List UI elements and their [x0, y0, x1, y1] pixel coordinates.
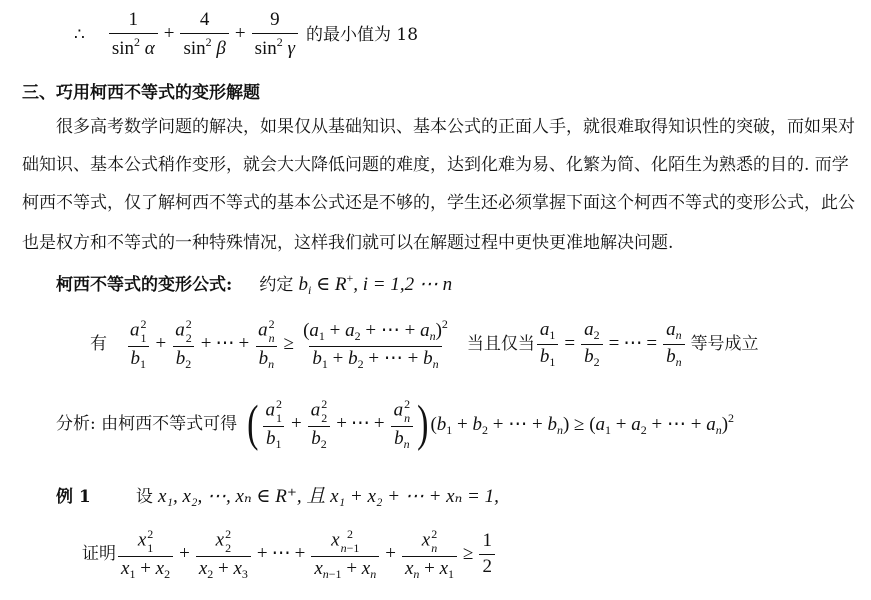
paragraph-line-4: 也是权方和不等式的一种特殊情况，这样我们就可以在解题过程中更快更准地解决问题.: [22, 233, 674, 253]
convention-text: 约定: [259, 275, 294, 295]
example-given-vars: x₁, x₂, ⋯, xₙ ∈ R⁺, 且 x₁ + x₂ + ⋯ + xₙ = 1,: [157, 486, 499, 507]
result-formula: ∴ $\frac{1}{\sin^2 \alpha}$ + $\frac{4}{\sin^2 \beta}$ + $\frac{9}{\sin^2 \gamma}$ 的最小值为 18: [74, 9, 419, 59]
analysis-formula: 分析: 由柯西不等式可得 ( a 2 1 $b_1$ + a 2 2 $b_2$ + ⋯ + a 2 n $b_n$ ) ($b_1 + b_2$ + ⋯ + $b_n) \ge (a_1 + a_2$ + ⋯ + $a_n)^2$: [56, 396, 735, 452]
paragraph-line-3: 柯西不等式，仅了解柯西不等式的基本公式还是不够的，学生还必须掌握下面这个柯西不等式的变形公式，此公: [22, 193, 855, 213]
you-label: 有: [90, 334, 107, 355]
example-1-statement: [56, 482, 499, 508]
one-half: $\frac{1}{2}$: [479, 531, 495, 578]
equality-label: 等号成立: [690, 334, 759, 355]
cauchy-variant-formula: 有 a 2 1 $b_1$ + a 2 2 $b_2$ + ⋯ + a 2 n $b_n$ ≥ $\frac{(a_1 + a_2 + \cdots + a_n)^2}{b_1 + b_2 + \cdots + b_n}$ 当且仅当 $\frac{a_1}{b_1}$ = $\frac{a_2}{b_2}$ = ⋯ = $\frac{a_n}{b_n}$ 等号成立: [90, 317, 759, 371]
fraction-4-over-sin-beta: $\frac{4}{\sin^2 \beta}$: [180, 10, 228, 60]
example-given-prefix: 设: [135, 487, 153, 507]
example-label: 例 1: [56, 487, 91, 507]
formula-label-line: 柯西不等式的变形公式: 约定 $b_i$ ∈ R+, i = 1,2 ⋯ n: [56, 271, 453, 297]
formula-label: 柯西不等式的变形公式:: [56, 275, 233, 295]
analysis-label: 分析: 由柯西不等式可得: [56, 414, 238, 435]
prove-label: 证明: [82, 544, 116, 565]
paragraph-line-1: 很多高考数学问题的解决，如果仅从基础知识、基本公式的正面人手，就很难取得知识性的突破，而如果对: [56, 117, 855, 137]
example-1-inequality: 证明 x 2 1 $x_1 + x_2$ + x 2 2 $x_2 + x_3$ + ⋯ + x 2 n−1 $x_{n-1} + x_n$ + x 2 n $x_n + x_1$ ≥ $\frac{1}{2}$: [82, 528, 497, 581]
fraction-1-over-sin-alpha: $\frac{1}{\sin^2 \alpha}$: [109, 10, 158, 60]
fraction-9-over-sin-gamma: $\frac{9}{\sin^2 \gamma}$: [252, 10, 298, 60]
result-caption: 的最小值为 18: [306, 24, 419, 45]
when-label: 当且仅当: [466, 334, 535, 355]
therefore-symbol: ∴: [74, 24, 85, 45]
paragraph-line-2: 础知识、基本公式稍作变形，就会大大降低问题的难度，达到化难为易、化繁为简、化陌生为熟悉的目的. 而学: [22, 155, 849, 175]
section-heading: 三、巧用柯西不等式的变形解题: [22, 83, 260, 103]
